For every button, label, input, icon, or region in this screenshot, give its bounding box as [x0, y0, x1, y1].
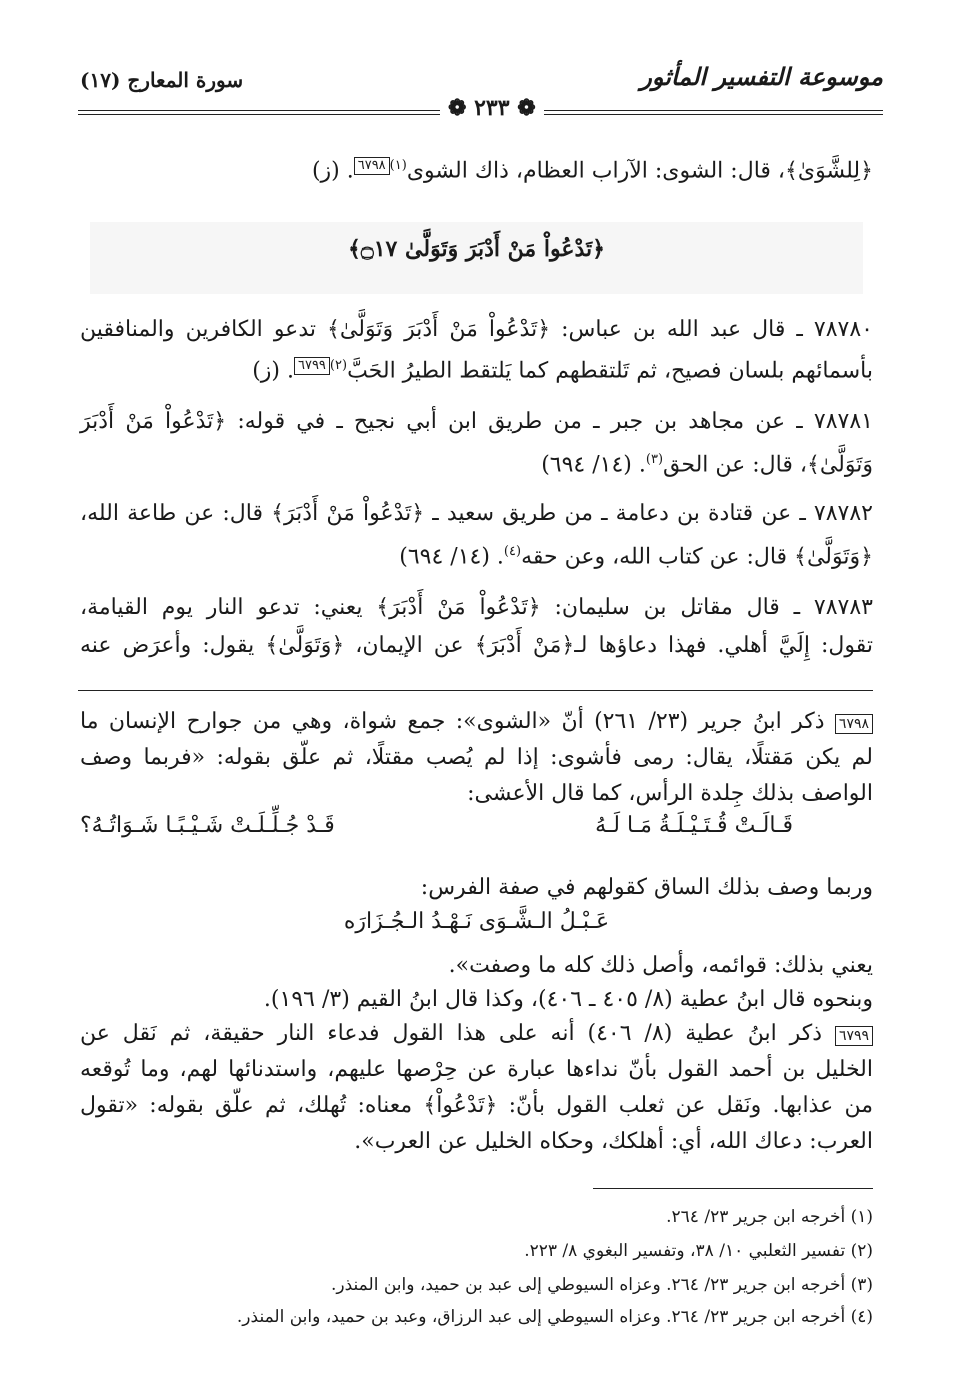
footnote-2: (٢) تفسير الثعلبي ١٠/ ٣٨، وتفسير البغوي ٨/ ٢٢٣. — [524, 1241, 873, 1261]
commentary-3-line-1 — [80, 1018, 873, 1050]
entry-1-box: ٦٧٩٩ — [294, 357, 330, 375]
entry-3-line-2 — [399, 536, 873, 573]
footnote-1: (١) أخرجه ابن جرير ٢٣/ ٢٦٤. — [666, 1207, 873, 1227]
entry-1-ref: (٢) — [329, 358, 348, 373]
poem-2: عَـبْـلُ الـشَّـوَى نَـهْـدُ الـجُـزَارَه — [343, 909, 610, 934]
top-ref: (١) — [389, 158, 407, 173]
commentary-3-line-4: العرب: دعاك الله، أي: أهلكك، وحكاه الخليل عن العرب». — [354, 1129, 873, 1154]
footnote-3: (٣) أخرجه ابن جرير ٢٣/ ٢٦٤. وعزاه السيوطي إلى عبد بن حميد، وابن المنذر. — [331, 1275, 873, 1295]
entry-1-code: . (ز) — [252, 358, 294, 384]
entry-3-text: ﴿وَتَوَلَّىٰ﴾ قال: عن كتاب الله، وعن حقه — [521, 544, 873, 570]
commentary-3-text-1: ذكر ابنُ عطية (٨/ ٤٠٦) أنه على هذا القول فدعاء النار حقيقة، ثم نَقل عن — [80, 1021, 823, 1046]
commentary-1-text-1: ذكر ابنُ جرير (٢٣/ ٢٦١) أنّ «الشوى»: جمع شواة، وهي من جوارح الإنسان ما — [80, 709, 825, 734]
entry-1-line-2 — [252, 350, 873, 387]
entry-3-code: . (١٤/ ٦٩٤) — [399, 544, 504, 570]
entry-1-line-1: ٧٨٧٨٠ ـ قال عبد الله بن عباس: ﴿تَدْعُواْ مَنْ أَدْبَرَ وَتَوَلَّىٰ﴾ تدعو الكافرين والمنافقين — [80, 317, 873, 342]
entry-2-text: وَتَوَلَّىٰ﴾، قال: عن الحق — [663, 452, 873, 478]
entry-3-ref: (٤) — [503, 544, 522, 559]
commentary-1-line-3: الواصف بذلك جِلدة الرأس، كما قال الأعشى: — [467, 781, 873, 806]
entry-4-line-2: تقول: إِلَيَّ أهلي. فهذا دعاؤها لـ﴿مَنْ أَدْبَرَ﴾ عن الإيمان، ﴿وَتَوَلَّىٰ﴾ يقول: وأعرَض عنه — [80, 633, 873, 658]
top-line — [312, 150, 873, 187]
page-number-value: ٢٣٣ — [474, 95, 510, 121]
commentary-1-line-2: لم يكن مَقتلًا، يقال: رمى فأشوى: إذا لم يُصب مقتلًا، ثم علّق بقوله: «فربما وصف — [80, 745, 873, 770]
entry-3-line-1: ٧٨٧٨٢ ـ عن قتادة بن دعامة ـ من طريق سعيد ـ ﴿تَدْعُواْ مَنْ أَدْبَرَ﴾ قال: عن طاعة الله، — [80, 501, 873, 526]
top-code: . (ز) — [311, 158, 354, 184]
surah-title: سورة المعارج (١٧) — [80, 68, 244, 92]
entry-2-ref: (٣) — [645, 452, 664, 467]
top-verse: ﴿لِلشَّوَىٰ﴾ — [785, 158, 873, 184]
footnote-4: (٤) أخرجه ابن جرير ٢٣/ ٢٦٤. وعزاه السيوطي إلى عبد الرزاق، وعبد بن حميد، وابن المنذر. — [236, 1307, 873, 1327]
top-text: ، قال: الشوى: الآراب العظام، ذاك الشوى — [406, 158, 786, 184]
commentary-3-line-3: من عذابها. ونَقل عن ثعلب القول بأنّ: ﴿تَدْعُواْ﴾ معناه: تُهلك، ثم علّق بقوله: «تقول — [80, 1093, 873, 1118]
commentary-2-line-1: يعني بذلك: قوائمه، وأصل ذلك كله ما وصفت». — [448, 953, 873, 978]
page-number: ❁ ٢٣٣ ❁ — [440, 95, 544, 121]
commentary-3-line-2: الخليل بن أحمد القول بأنّ نداءها عبارة عن حِرْصها عليهم، واستدنائها لهم، وما تُوقعه — [80, 1057, 873, 1082]
entry-2-code: . (١٤/ ٦٩٤) — [541, 452, 646, 478]
top-box: ٦٧٩٨ — [354, 157, 390, 175]
commentary-separator — [78, 690, 873, 691]
entry-1-text: بأسمائهم بلسان فصيح، ثم تَلتقطهم كما يَلتقط الطيرُ الحَبَّ — [347, 358, 873, 384]
entry-4-line-1: ٧٨٧٨٣ ـ قال مقاتل بن سليمان: ﴿تَدْعُواْ مَنْ أَدْبَرَ﴾ يعني: تدعو النار يوم القيامة، — [80, 595, 873, 620]
ayah-text: ﴿تَدْعُواْ مَنْ أَدْبَرَ وَتَوَلَّىٰ ۝١٧﴾ — [347, 236, 606, 262]
commentary-2-line-2: وبنحوه قال ابنُ عطية (٨/ ٤٠٥ ـ ٤٠٦)، وكذا قال ابنُ القيم (٣/ ١٩٦). — [263, 987, 873, 1012]
entry-2-line-2 — [541, 444, 873, 481]
commentary-box-2: ٦٧٩٩ — [835, 1026, 873, 1046]
commentary-mid-line: وربما وصف بذلك الساق كقولهم في صفة الفرس: — [420, 875, 873, 900]
poem-1-right: قَـالَـتْ قُـتَـيْـلَـةُ مَـا لَـهُ — [595, 813, 793, 838]
book-title: موسوعة التفسير المأثور — [640, 62, 883, 91]
poem-1-left: قَـدْ جُـلِّـلَـتْ شَـيْـبًـا شَـوَاتُـهُ؟ — [80, 813, 335, 838]
commentary-1-line-1 — [80, 706, 873, 738]
commentary-box-1: ٦٧٩٨ — [835, 714, 873, 734]
footnote-separator — [593, 1188, 873, 1189]
entry-2-line-1: ٧٨٧٨١ ـ عن مجاهد بن جبر ـ من طريق ابن أبي نجيح ـ في قوله: ﴿تَدْعُواْ مَنْ أَدْبَرَ — [80, 409, 873, 434]
